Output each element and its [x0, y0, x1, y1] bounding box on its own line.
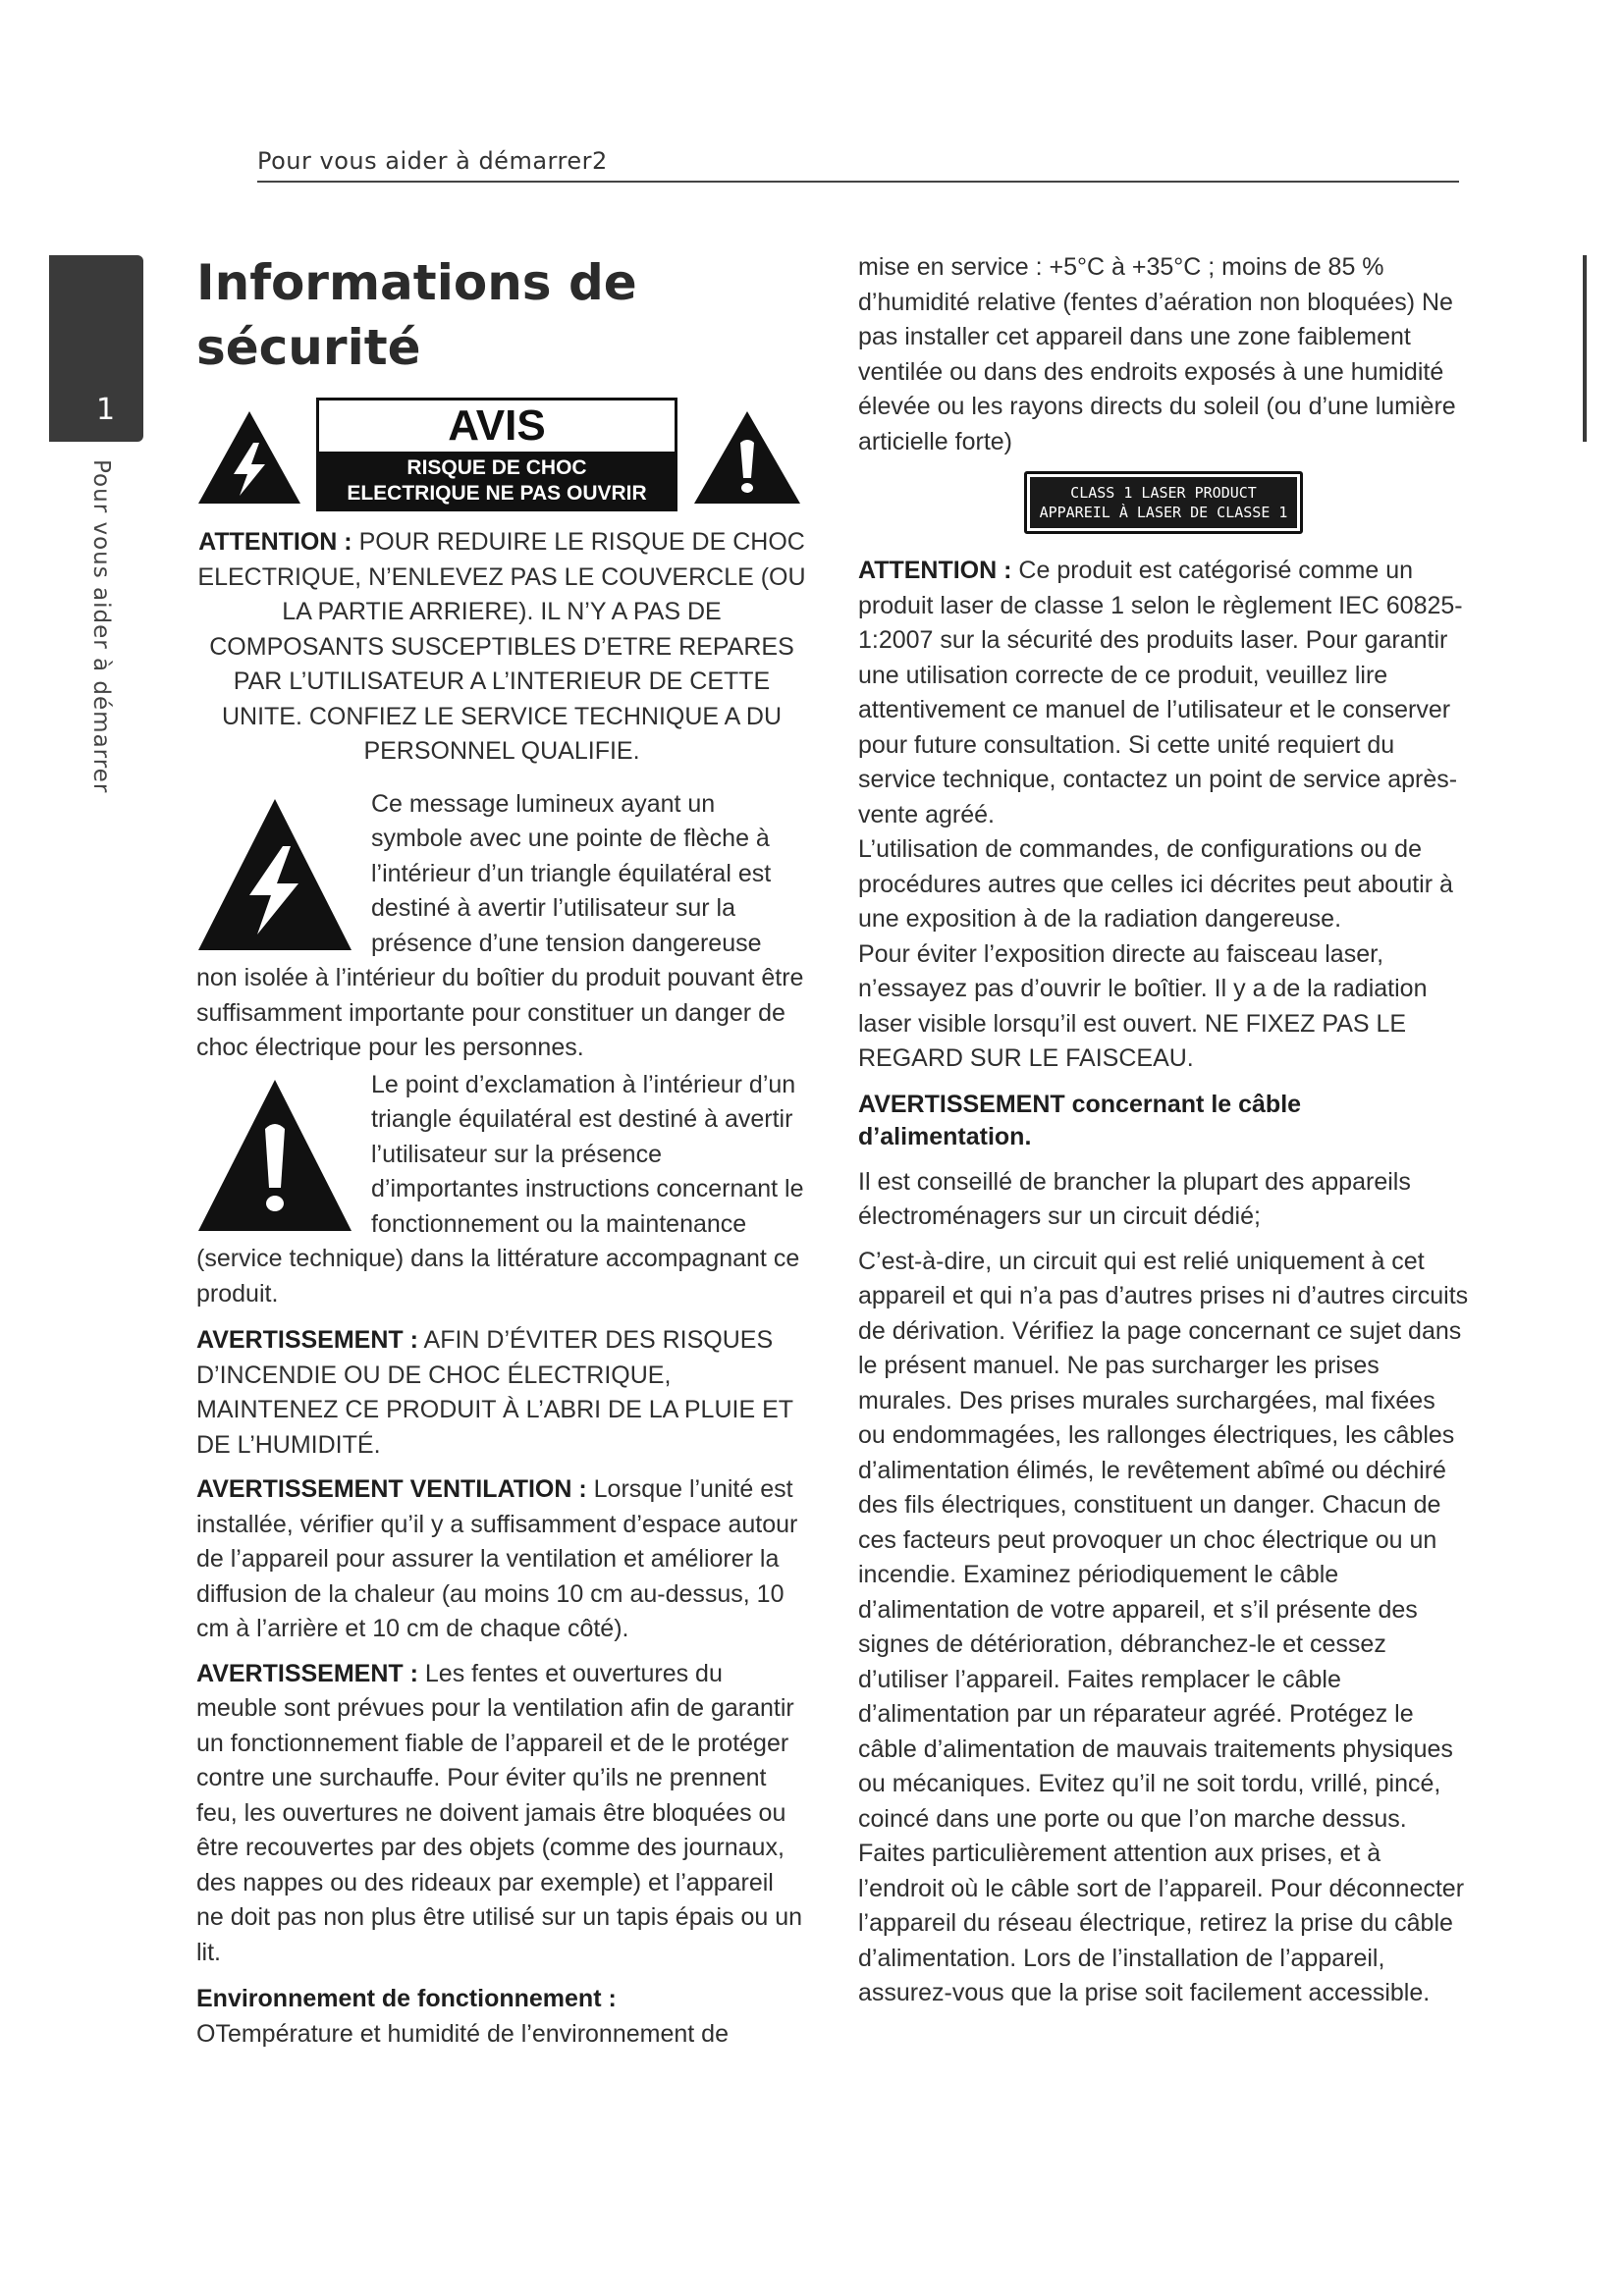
right-margin-bar — [1583, 255, 1587, 442]
attention-shock-paragraph — [196, 525, 807, 770]
environment-continued: mise en service : +5°C à +35°C ; moins de 85 % d’humidité relative (fentes d’aération non bloquées) Ne pas installer cet appareil dans une zone faiblement ventilée ou dans des endroits exposés à une humidité élevée ou les rayons directs du soleil (ou d’une lumière articielle forte) — [858, 253, 1456, 455]
warning-ventilation-paragraph — [196, 1472, 807, 1647]
chapter-label: Pour vous aider à démarrer — [88, 459, 114, 794]
page-title — [196, 250, 807, 380]
running-header: Pour vous aider à démarrer2 — [257, 147, 1459, 183]
exclamation-triangle-icon — [692, 409, 802, 506]
power-cable-body: C’est-à-dire, un circuit qui est relié uniquement à cet appareil et qui n’a pas d’autres prises ni d’autres circuits de dérivation. Vérifiez la page concernant ce sujet dans le présent manuel. Ne pas surcharger les prises murales. Des prises murales surchargées, mal fixées ou endommagées, les rallonges électriques, les câbles d’alimentation élimés, le revêtement abîmé ou déchiré des fils électriques, constituent un danger. Chacun de ces facteurs peut provoquer un choc électrique ou un incendie. Examinez périodiquement le câble d’alimentation de votre appareil, et s’il présente des signes de détérioration, débranchez-le et cessez d’utiliser l’appareil. Faites remplacer le câble d’alimentation par un réparateur agréé. Protégez le câble d’alimentation de mauvais traitements physiques ou mécaniques. Evitez qu’il ne soit tordu, vrillé, pincé, coincé dans une porte ou que l’on marche dessus. Faites particulièrement attention aux prises, et à l’endroit où le câble sort de l’appareil. Pour déconnecter l’appareil du réseau électrique, retirez la prise du câble d’alimentation. Lors de l’installation de l’appareil, assurez-vous que la prise soit facilement accessible. — [858, 1247, 1469, 2006]
lightning-triangle-icon — [196, 797, 353, 954]
warning-rain-label: AVERTISSEMENT : — [196, 1326, 418, 1354]
warning-rain-paragraph — [196, 1323, 807, 1463]
page-title-line1: Informations de — [196, 254, 637, 311]
lightning-text: Ce message lumineux ayant un symbole avec une pointe de flèche à l’intérieur d’un triangle équilatéral est destiné à avertir l’utilisateur sur la présence d’une tension dangereuse non isolée à l’intérieur du boîtier du produit pouvant être suffisamment importante pour constituer un danger de choc électrique pour les personnes. — [196, 789, 804, 1061]
environment-heading: Environnement de fonctionnement : — [196, 1985, 617, 2012]
attention-label: ATTENTION : — [198, 528, 352, 556]
exclamation-text: Le point d’exclamation à l’intérieur d’un triangle équilatéral est destiné à avertir l’utilisateur sur la présence d’importantes instructions concernant le fonctionnement ou la maintenance (service technique) dans la littérature accompagnant ce produit. — [196, 1070, 804, 1308]
lightning-explanation — [196, 787, 807, 1066]
environment-text: OTempérature et humidité de l’environnement de — [196, 2019, 729, 2048]
avis-line1: RISQUE DE CHOC — [406, 456, 587, 479]
laser-label-line2: APPAREIL À LASER DE CLASSE 1 — [1039, 504, 1288, 521]
warning-rain-text: AFIN D’ÉVITER DES RISQUES D’INCENDIE OU DE CHOC ÉLECTRIQUE, MAINTENEZ CE PRODUIT À L’ABRI DE LA PLUIE ET DE L’HUMIDITÉ. — [196, 1326, 793, 1459]
laser-use-paragraph: L’utilisation de commandes, de configurations ou de procédures autres que celles ici décrites peut aboutir à une exposition à de la radiation dangereuse. — [858, 835, 1453, 933]
avis-line2: ELECTRIQUE NE PAS OUVRIR — [347, 482, 647, 505]
laser-label-line1: CLASS 1 LASER PRODUCT — [1070, 484, 1257, 502]
laser-avoid-paragraph: Pour éviter l’exposition directe au faisceau laser, n’essayez pas d’ouvrir le boîtier. Il y a de la radiation laser visible lorsqu’il est ouvert. NE FIXEZ PAS LE REGARD SUR LE FAISCEAU. — [858, 939, 1428, 1072]
power-cable-heading: AVERTISSEMENT concernant le câble d’alimentation. — [858, 1090, 1302, 1150]
warning-openings-text: Les fentes et ouvertures du meuble sont prévues pour la ventilation afin de garantir un fonctionnement fiable de l’appareil et de le protéger contre une surchauffe. Pour éviter qu’ils ne prennent feu, les ouvertures ne doivent jamais être bloquées ou être recouvertes par des objets (comme des journaux, des nappes ou des rideaux par exemple) et l’appareil ne doit pas non plus être utilisé sur un tapis épais ou un lit. — [196, 1659, 803, 1966]
page-title-line2: sécurité — [196, 319, 421, 376]
lightning-triangle-icon — [196, 409, 302, 506]
power-cable-intro: Il est conseillé de brancher la plupart des appareils électroménagers sur un circuit dédié; — [858, 1167, 1411, 1230]
attention-text: POUR REDUIRE LE RISQUE DE CHOC ELECTRIQUE, N’ENLEVEZ PAS LE COUVERCLE (OU LA PARTIE ARRIERE). IL N’Y A PAS DE COMPOSANTS SUSCEPTIBLES D’ETRE REPARES PAR L’UTILISATEUR A L’INTERIEUR DE CETTE UNITE. CONFIEZ LE SERVICE TECHNIQUE A DU PERSONNEL QUALIFIE. — [197, 528, 806, 765]
attention-laser-label: ATTENTION : — [858, 557, 1012, 584]
exclamation-triangle-icon — [196, 1078, 353, 1235]
avis-warning-banner — [196, 398, 807, 515]
warning-openings-paragraph — [196, 1657, 807, 1971]
right-column — [858, 250, 1469, 2021]
chapter-number: 1 — [96, 393, 116, 427]
exclamation-explanation — [196, 1068, 807, 1312]
avis-subtitle — [319, 452, 675, 509]
avis-box — [316, 398, 677, 511]
laser-class-label — [858, 471, 1469, 534]
attention-laser-paragraph — [858, 554, 1469, 832]
avis-title: AVIS — [448, 401, 546, 450]
warning-ventilation-text: Lorsque l’unité est installée, vérifier qu’il y a suffisamment d’espace autour de l’appareil pour assurer la ventilation et améliorer la diffusion de la chaleur (au moins 10 cm au-dessus, 10 cm à l’arrière et 10 cm de chaque côté). — [196, 1475, 798, 1642]
attention-laser-text: Ce produit est catégorisé comme un produit laser de classe 1 selon le règlement IEC 60825-1:2007 sur la sécurité des produits laser. Pour garantir une utilisation correcte de ce produit, veuillez lire attentivement ce manuel de l’utilisateur et le conserver pour future consultation. Si cette unité requiert du service technique, contactez un point de service après-vente agréé. — [858, 557, 1463, 828]
left-column — [196, 250, 807, 2061]
warning-openings-label: AVERTISSEMENT : — [196, 1659, 418, 1687]
warning-ventilation-label: AVERTISSEMENT VENTILATION : — [196, 1475, 587, 1503]
